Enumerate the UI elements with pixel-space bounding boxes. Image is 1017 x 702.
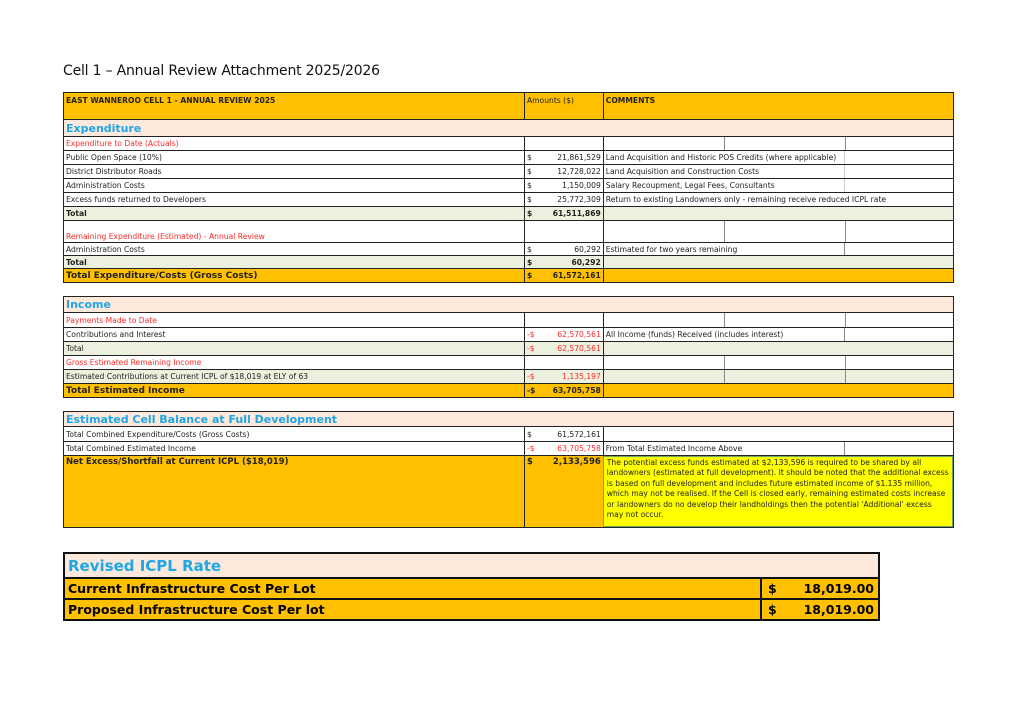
amount-value: 62,570,561 <box>557 330 601 339</box>
revised-row-current <box>63 579 880 600</box>
table-row <box>63 178 954 192</box>
empty-comment <box>603 384 953 397</box>
amount-value: 12,728,022 <box>557 167 601 176</box>
row-label: Contributions and Interest <box>66 330 166 339</box>
amount-value: 62,570,561 <box>557 344 601 353</box>
row-amount <box>524 328 603 341</box>
table-row <box>63 150 954 164</box>
remaining-total-row <box>63 255 954 268</box>
comment-text: All Income (funds) Received (includes interest) <box>605 330 784 339</box>
row-amount <box>524 243 603 255</box>
row-label: Administration Costs <box>66 181 145 190</box>
section-balance <box>63 411 954 427</box>
row-comment <box>603 243 953 255</box>
table-row <box>63 427 954 441</box>
row-label: Administration Costs <box>66 244 145 254</box>
section-title: Estimated Cell Balance at Full Development <box>66 412 338 426</box>
currency: -$ <box>526 386 536 395</box>
revised-icpl-table <box>63 552 880 621</box>
currency: $ <box>526 181 532 190</box>
row-label: Public Open Space (10%) <box>66 153 162 162</box>
net-label: Net Excess/Shortfall at Current ICPL ($18,019) <box>66 457 289 467</box>
amount-value: 60,292 <box>574 244 601 254</box>
currency: $ <box>526 457 533 467</box>
amount-value: 1,150,009 <box>562 181 601 190</box>
currency: -$ <box>526 344 535 353</box>
gross-label: Total Expenditure/Costs (Gross Costs) <box>66 270 258 281</box>
row-amount <box>524 370 603 383</box>
gross-costs-row <box>63 268 954 283</box>
row-amount <box>524 427 603 441</box>
empty-cell <box>524 313 603 327</box>
subheading-label: Gross Estimated Remaining Income <box>66 358 202 367</box>
comment-text: Salary Recoupment, Legal Fees, Consultants <box>605 181 775 190</box>
currency: $ <box>526 257 533 267</box>
header-comments: COMMENTS <box>603 93 953 119</box>
row-comment <box>603 151 953 164</box>
table-row <box>63 192 954 206</box>
net-comment-note: The potential excess funds estimated at $2,133,596 is required to be shared by all landowners (estimated at full development). It should be noted that the additional excess is based on full development and includes future estimated income of $1.135 million, which may not be realised. If the Cell is closed early, remaining estimated costs increase or landowners do no develop their landholdings then the potential 'Additional' excess may not occur. <box>603 456 953 527</box>
total-label: Total <box>66 209 87 218</box>
empty-comment <box>603 313 953 327</box>
amount-value: 61,572,161 <box>552 271 601 280</box>
amount-value: 21,861,529 <box>557 153 601 162</box>
subheading-label: Remaining Expenditure (Estimated) - Annual Review <box>66 232 265 241</box>
comment-text: Land Acquisition and Construction Costs <box>605 167 760 176</box>
row-amount <box>524 165 603 178</box>
row-amount <box>524 442 603 455</box>
currency: $ <box>768 581 777 596</box>
section-title: Income <box>66 298 111 311</box>
comment-text: Return to existing Landowners only - remaining receive reduced ICPL rate <box>605 195 887 204</box>
total-amount <box>524 384 603 397</box>
revised-amount <box>762 600 878 619</box>
revised-amount <box>762 579 878 598</box>
subheading-row <box>63 355 954 369</box>
total-label: Total <box>66 344 84 353</box>
empty-comment <box>603 370 953 383</box>
row-comment <box>603 442 953 455</box>
currency: $ <box>526 429 532 439</box>
total-estimated-income-row <box>63 383 954 398</box>
subheading-row <box>63 220 954 242</box>
row-comment <box>603 179 953 192</box>
header-amounts: Amounts ($) <box>524 93 603 119</box>
currency: -$ <box>526 330 535 339</box>
amount-value: 61,572,161 <box>557 429 601 439</box>
row-label: Estimated Contributions at Current ICPL of $18,019 at ELY of 63 <box>66 372 309 381</box>
row-comment <box>603 165 953 178</box>
row-label: Total Combined Expenditure/Costs (Gross Costs) <box>66 429 250 439</box>
net-excess-row <box>63 455 954 528</box>
empty-comment <box>603 356 953 369</box>
currency: -$ <box>526 372 535 381</box>
amount-value: 63,705,758 <box>557 444 601 453</box>
row-label: Excess funds returned to Developers <box>66 195 206 204</box>
total-label: Total <box>66 257 87 267</box>
currency: -$ <box>526 444 535 453</box>
empty-comment <box>603 221 953 242</box>
empty-cell <box>524 221 603 242</box>
subheading-row <box>63 136 954 150</box>
page-title: Cell 1 – Annual Review Attachment 2025/2026 <box>63 63 380 79</box>
revised-title: Revised ICPL Rate <box>68 556 222 575</box>
row-comment <box>603 328 953 341</box>
subheading-label: Payments Made to Date <box>66 315 157 325</box>
amount-value: 1,135,197 <box>562 372 601 381</box>
currency: $ <box>526 167 532 176</box>
row-comment <box>603 193 953 206</box>
table-row <box>63 327 954 341</box>
empty-cell <box>524 137 603 150</box>
currency: $ <box>526 271 533 280</box>
total-amount <box>524 342 603 355</box>
total-amount <box>524 256 603 268</box>
revised-label: Current Infrastructure Cost Per Lot <box>65 579 762 598</box>
table-row <box>63 164 954 178</box>
currency: $ <box>526 244 532 254</box>
currency: $ <box>768 602 777 617</box>
net-amount <box>524 456 603 527</box>
empty-comment <box>603 137 953 150</box>
table-header <box>63 92 954 120</box>
gross-amount <box>524 269 603 282</box>
total-label: Total Estimated Income <box>66 385 185 396</box>
amount-value: 60,292 <box>571 257 601 267</box>
section-income <box>63 296 954 313</box>
comment-text: From Total Estimated Income Above <box>605 444 743 453</box>
total-amount <box>524 207 603 220</box>
subheading-label: Expenditure to Date (Actuals) <box>66 139 179 148</box>
empty-comment <box>603 256 953 268</box>
amount-value: 61,511,869 <box>552 209 601 218</box>
empty-cell <box>524 356 603 369</box>
row-amount <box>524 193 603 206</box>
comment-text: Estimated for two years remaining <box>605 244 738 254</box>
currency: $ <box>526 209 533 218</box>
table-row <box>63 369 954 383</box>
row-amount <box>524 179 603 192</box>
section-title: Expenditure <box>66 121 142 135</box>
table-row <box>63 242 954 255</box>
row-label: District Distributor Roads <box>66 167 162 176</box>
subheading-row <box>63 313 954 327</box>
empty-comment <box>603 207 953 220</box>
expenditure-total-row <box>63 206 954 220</box>
revised-row-proposed <box>63 600 880 621</box>
currency: $ <box>526 195 532 204</box>
empty-comment <box>603 269 953 282</box>
row-label: Total Combined Estimated Income <box>66 444 196 453</box>
table-row <box>63 441 954 455</box>
amount-value: 2,133,596 <box>552 457 601 467</box>
income-total-row <box>63 341 954 355</box>
header-label: EAST WANNEROO CELL 1 - ANNUAL REVIEW 2025 <box>66 96 276 105</box>
empty-comment <box>603 342 953 355</box>
amount-value: 18,019.00 <box>803 581 874 596</box>
currency: $ <box>526 153 532 162</box>
section-expenditure <box>63 120 954 136</box>
revised-title-row <box>63 552 880 579</box>
empty-comment <box>603 427 953 441</box>
row-amount <box>524 151 603 164</box>
amount-value: 25,772,309 <box>557 195 601 204</box>
comment-text: Land Acquisition and Historic POS Credits (where applicable) <box>605 153 837 162</box>
amount-value: 18,019.00 <box>803 602 874 617</box>
amount-value: 63,705,758 <box>552 386 601 395</box>
revised-label: Proposed Infrastructure Cost Per lot <box>65 600 762 619</box>
